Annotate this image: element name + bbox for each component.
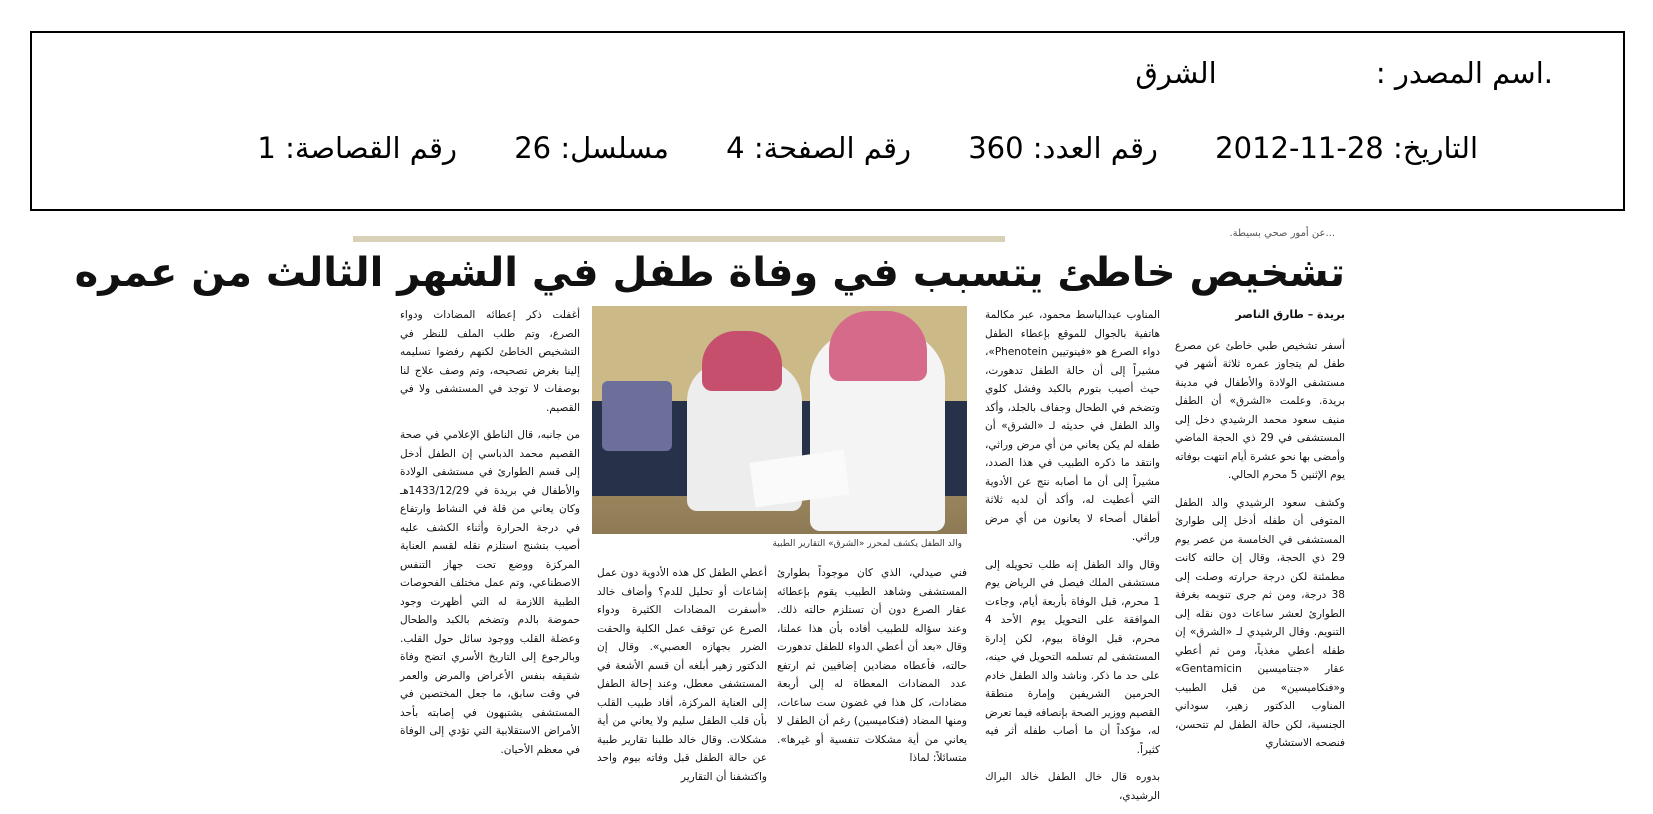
photo-caption: والد الطفل يكشف لمحرر «الشرق» التقارير الطبية — [772, 539, 962, 549]
date-field: التاريخ: 28-11-2012 — [1215, 131, 1478, 165]
source-label: .اسم المصدر : — [1375, 56, 1553, 90]
column-4 — [597, 564, 767, 795]
column-5 — [400, 306, 580, 768]
column-2 — [985, 306, 1160, 814]
serial-field: مسلسل: 26 — [514, 131, 669, 165]
article-headline: تشخيص خاطئ يتسبب في وفاة طفل في الشهر الثالث من عمره — [74, 250, 1345, 296]
column-3 — [777, 564, 967, 777]
byline: بريدة – طارق الناصر — [1235, 308, 1345, 321]
top-snippet: ...عن أمور صحي بسيطة. — [1229, 228, 1335, 239]
paragraph: بدوره قال خال الطفل خالد البراك الرشيدي، — [985, 771, 1160, 802]
column-1 — [1175, 306, 1345, 762]
paragraph: وكشف سعود الرشيدي والد الطفل المتوفى أن طفله أدخل إلى طوارئ المستشفى في الخامسة من عصر يوم 29 ذي الحجة، وقال إن حالته كانت مطمئنة لكن درجة حرارته وصلت إلى 38 درجة، ومن ثم جرى تنويمه بغرفة الطوارئ لعشر ساعات دون نقله إلى التنويم. وقال الرشيدي لـ «الشرق» إن طفله أعطي مغذياً، ومن ثم أعطي عقار «جنتاميسين Gentamicin» و«فنكاميسين» من قبل الطبيب المناوب الدكتور زهير، سوداني الجنسية، لكن حالة الطفل لم تتحسن، فنصحه الاستشاري — [1175, 496, 1345, 749]
paragraph: من جانبه، قال الناطق الإعلامي في صحة القصيم محمد الدباسي إن الطفل أدخل إلى قسم الطوارئ في مستشفى الولادة والأطفال في بريدة في 1433/12/29هـ وكان يعاني من قلة في النشاط وارتفاع في درجة الحرارة وأثناء الكشف عليه أصيب بتشنج استلزم نقله لقسم العناية المركزة ووضع تحت جهاز التنفس الاصطناعي، وتم عمل مختلف الفحوصات الطبية اللازمة له التي أظهرت وجود حموضة بالدم وتضخم بالكبد والطحال وعضلة القلب ووجود سائل حول القلب. وبالرجوع إلى التاريخ الأسري اتضح وفاة شقيقه بنفس الأعراض والمرض والعمر في وقت سابق، ما جعل المختصين في المستشفى يشتبهون في إصابته بأحد الأمراض الاستقلابية التي تؤدي إلى الوفاة في معظم الأحيان. — [400, 429, 580, 756]
source-value: الشرق — [1135, 56, 1217, 90]
paragraph: وقال والد الطفل إنه طلب تحويله إلى مستشفى الملك فيصل في الرياض يوم 1 محرم، قبل الوفاة بأربعة أيام، وجاءت الموافقة على التحويل يوم الأحد 4 محرم، قبل الوفاة بيوم، لكن إدارة المستشفى لم تسلمه التحويل في حينه، على حد ما ذكر. وناشد والد الطفل خادم الحرمين الشريفين وإمارة منطقة القصيم ووزير الصحة بإنصافه فيما تعرض له، مؤكداً أن ما أصاب طفله أثر فيه كثيراً. — [985, 558, 1160, 756]
article-photo — [592, 306, 967, 534]
rule-bar — [353, 236, 1005, 242]
page-field: رقم الصفحة: 4 — [726, 131, 911, 165]
clip-number-field: رقم القصاصة: 1 — [257, 131, 457, 165]
newspaper-clipping — [74, 228, 1345, 802]
paragraph: أعطي الطفل كل هذه الأدوية دون عمل إشاعات أو تحليل للدم؟ وأضاف خالد «أسفرت المضادات الكثيرة ودواء الصرع عن توقف عمل الكلية والحقت الضرر بجهازه العصبي». وقال إن الدكتور زهير أبلغه أن قسم الأشعة في المستشفى معطل، وعند إحالة الطفل إلى العناية المركزة، أفاد طبيب القلب بأن قلب الطفل سليم ولا يعاني من أية مشكلات. وقال خالد طلبنا تقارير طبية عن حالة الطفل قبل وفاته بيوم واحد واكتشفنا أن التقارير — [597, 567, 767, 783]
paragraph: أسفر تشخيص طبي خاطئ عن مصرع طفل لم يتجاوز عمره ثلاثة أشهر في مستشفى الولادة والأطفال في مدينة بريدة. وعلمت «الشرق» أن الطفل منيف سعود محمد الرشيدي دخل إلى المستشفى في 29 ذي الحجة الماضي وأمضى بها نحو عشرة أيام انتهت بوفاته يوم الإثنين 5 محرم الحالي. — [1175, 339, 1345, 481]
meta-row — [209, 131, 1478, 165]
paragraph: فني صيدلي، الذي كان موجوداً بطوارئ المستشفى وشاهد الطبيب يقوم بإعطائه عقار الصرع دون أن تستلزم حالته ذلك. وعند سؤاله للطبيب أفاده بأن هذا عملنا، وقال «بعد أن أعطي الدواء للطفل تدهورت حالته، فأعطاه مضادين إضافيين ثم ارتفع عدد المضادات المعطاة له إلى أربعة مضادات، كل هذا في غضون ست ساعات، ومنها المضاد (فنكاميسين) رغم أن الطفل لا يعاني من أية مشكلات تنفسية أو غيرها». متسائلاً: لماذا — [777, 567, 967, 764]
paragraph: المناوب عبدالباسط محمود، عبر مكالمة هاتفية بالجوال للموقع بإعطاء الطفل دواء الصرع هو «فينوتيين Phenotein»، مشيراً إلى أن حالة الطفل تدهورت، حيث أصيب بتورم بالكبد وفشل كلوي وتضخم في الطحال وجفاف بالجلد، وأكد والد الطفل في حديثه لـ «الشرق» أن طفله لم يكن يعاني من أي مرض وراثي، وانتقد ما ذكره الطبيب في هذا الصدد، مشيراً إلى أن ما أصابه نتج عن الأدوية التي أعطيت له، وأكد أن لديه ثلاثة أطفال أصحاء لا يعانون من أي مرض وراثي. — [985, 309, 1160, 543]
issue-field: رقم العدد: 360 — [968, 131, 1158, 165]
source-row — [1135, 56, 1553, 90]
clipping-info-box — [30, 31, 1625, 211]
paragraph: أغفلت ذكر إعطائه المضادات ودواء الصرع، وتم طلب الملف للنظر في التشخيص الخاطئ لكنهم رفضوا تسليمه إلينا بغرض تصحيحه، وتم وصف علاج لنا بوصفات لا توجد في المستشفى ولا في القصيم. — [400, 309, 580, 414]
article-body — [335, 306, 1345, 802]
